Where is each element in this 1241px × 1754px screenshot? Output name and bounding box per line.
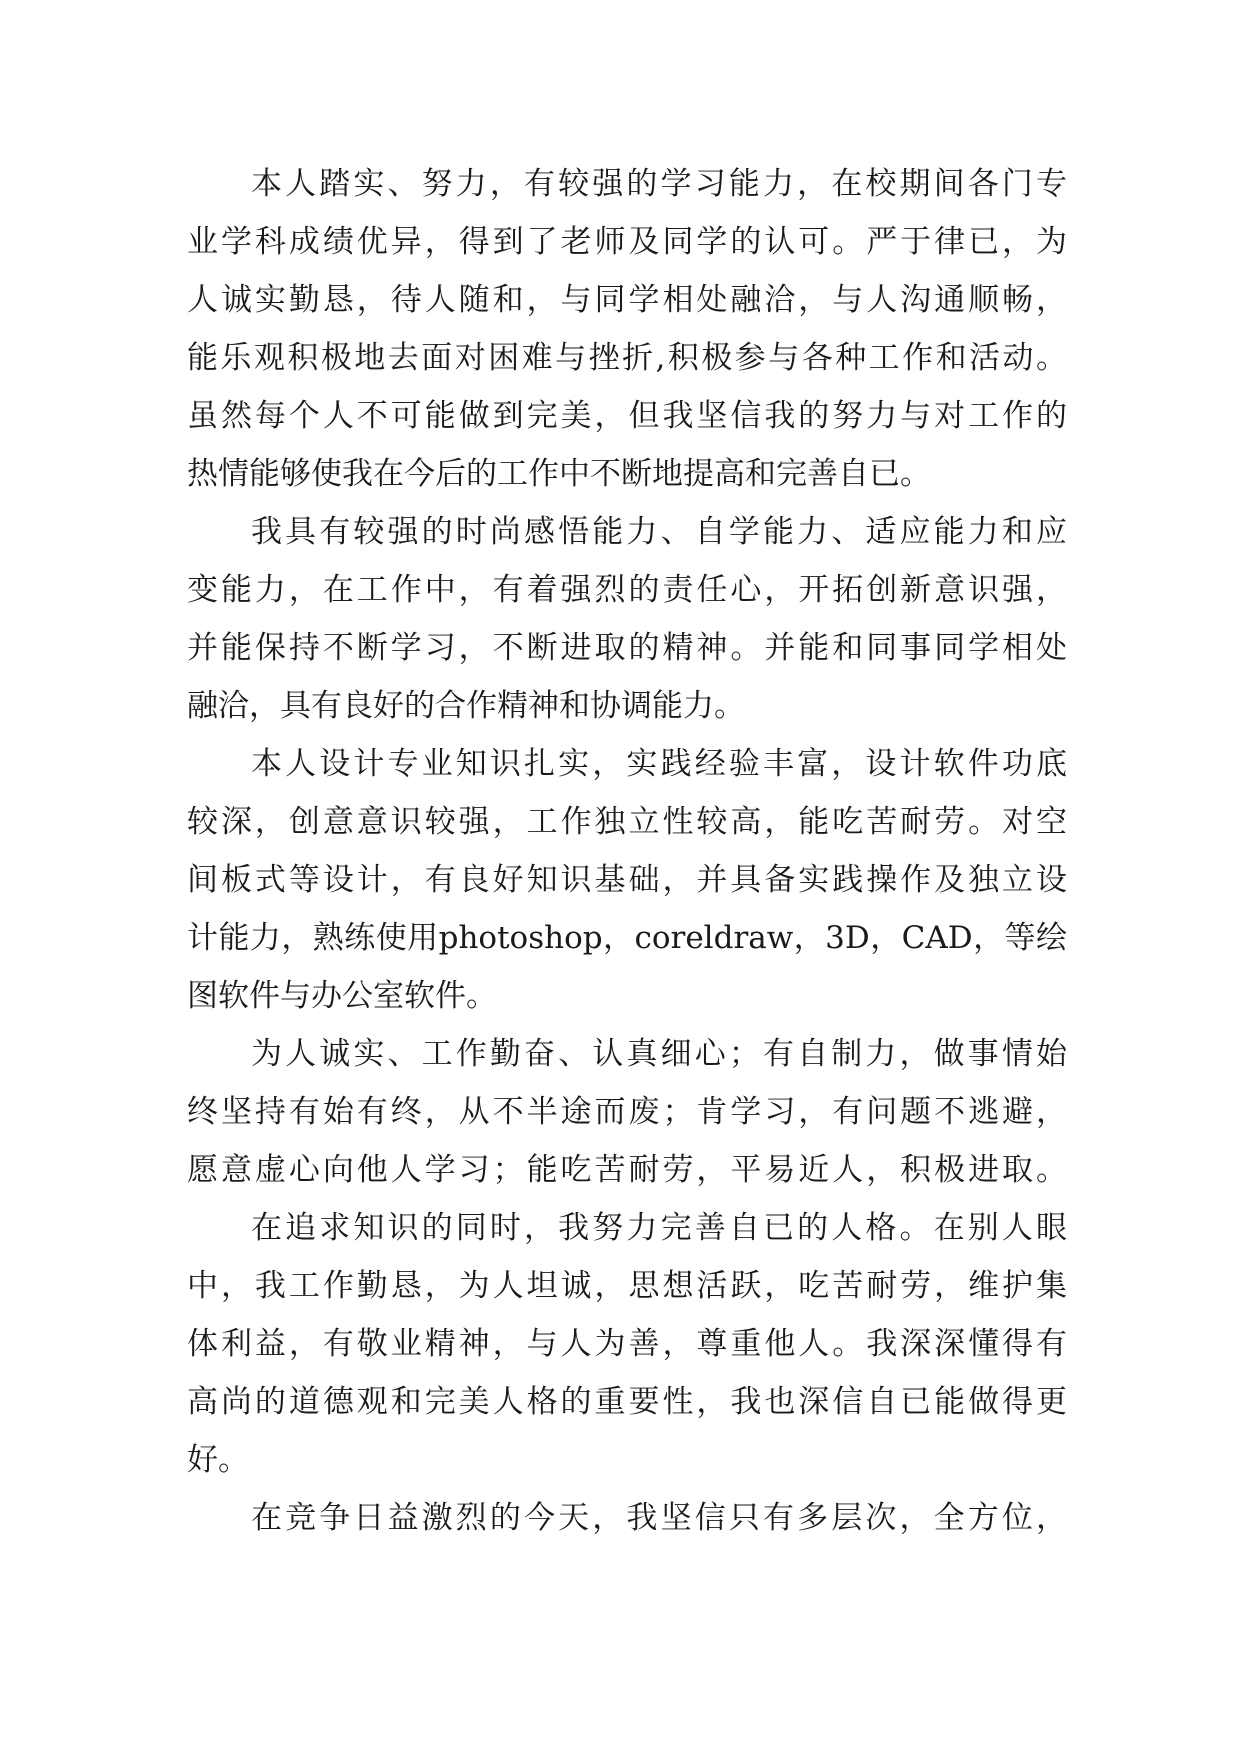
paragraph-3-line-3: 间板式等设计，有良好知识基础，并具备实践操作及独立设 bbox=[187, 862, 1067, 898]
paragraph-5-line-2: 中，我工作勤恳，为人坦诚，思想活跃，吃苦耐劳，维护集 bbox=[187, 1268, 1067, 1304]
paragraph-1-line-2: 业学科成绩优异，得到了老师及同学的认可。严于律已，为 bbox=[187, 224, 1067, 260]
paragraph-6-line-1: 在竞争日益激烈的今天，我坚信只有多层次，全方位， bbox=[251, 1500, 1067, 1536]
paragraph-1-line-4: 能乐观积极地去面对困难与挫折,积极参与各种工作和活动。 bbox=[187, 340, 1067, 376]
paragraph-3-line-5: 图软件与办公室软件。 bbox=[187, 978, 497, 1014]
paragraph-5-line-1: 在追求知识的同时，我努力完善自已的人格。在别人眼 bbox=[251, 1210, 1067, 1246]
paragraph-3-line-4: 计能力，熟练使用photoshop，coreldraw，3D，CAD，等绘 bbox=[187, 920, 1067, 956]
paragraph-3-line-2: 较深，创意意识较强，工作独立性较高，能吃苦耐劳。对空 bbox=[187, 804, 1067, 840]
paragraph-4-line-2: 终坚持有始有终，从不半途而废；肯学习，有问题不逃避， bbox=[187, 1094, 1067, 1130]
paragraph-2-line-4: 融洽，具有良好的合作精神和协调能力。 bbox=[187, 688, 745, 724]
paragraph-3-line-1: 本人设计专业知识扎实，实践经验丰富，设计软件功底 bbox=[251, 746, 1067, 782]
document-body bbox=[187, 155, 1067, 1547]
paragraph-1-line-6: 热情能够使我在今后的工作中不断地提高和完善自已。 bbox=[187, 456, 931, 492]
paragraph-1-line-1: 本人踏实、努力，有较强的学习能力，在校期间各门专 bbox=[251, 166, 1067, 202]
paragraph-5-line-3: 体利益，有敬业精神，与人为善，尊重他人。我深深懂得有 bbox=[187, 1326, 1067, 1362]
paragraph-5-line-4: 高尚的道德观和完美人格的重要性，我也深信自已能做得更 bbox=[187, 1384, 1067, 1420]
paragraph-2-line-3: 并能保持不断学习，不断进取的精神。并能和同事同学相处 bbox=[187, 630, 1067, 666]
paragraph-2-line-1: 我具有较强的时尚感悟能力、自学能力、适应能力和应 bbox=[251, 514, 1067, 550]
paragraph-5-line-5: 好。 bbox=[187, 1442, 249, 1478]
paragraph-1-line-5: 虽然每个人不可能做到完美，但我坚信我的努力与对工作的 bbox=[187, 398, 1067, 434]
paragraph-1-line-3: 人诚实勤恳，待人随和，与同学相处融洽，与人沟通顺畅， bbox=[187, 282, 1067, 318]
paragraph-4-line-1: 为人诚实、工作勤奋、认真细心；有自制力，做事情始 bbox=[251, 1036, 1067, 1072]
paragraph-4-line-3: 愿意虚心向他人学习；能吃苦耐劳，平易近人，积极进取。 bbox=[187, 1152, 1067, 1188]
paragraph-2-line-2: 变能力，在工作中，有着强烈的责任心，开拓创新意识强， bbox=[187, 572, 1067, 608]
